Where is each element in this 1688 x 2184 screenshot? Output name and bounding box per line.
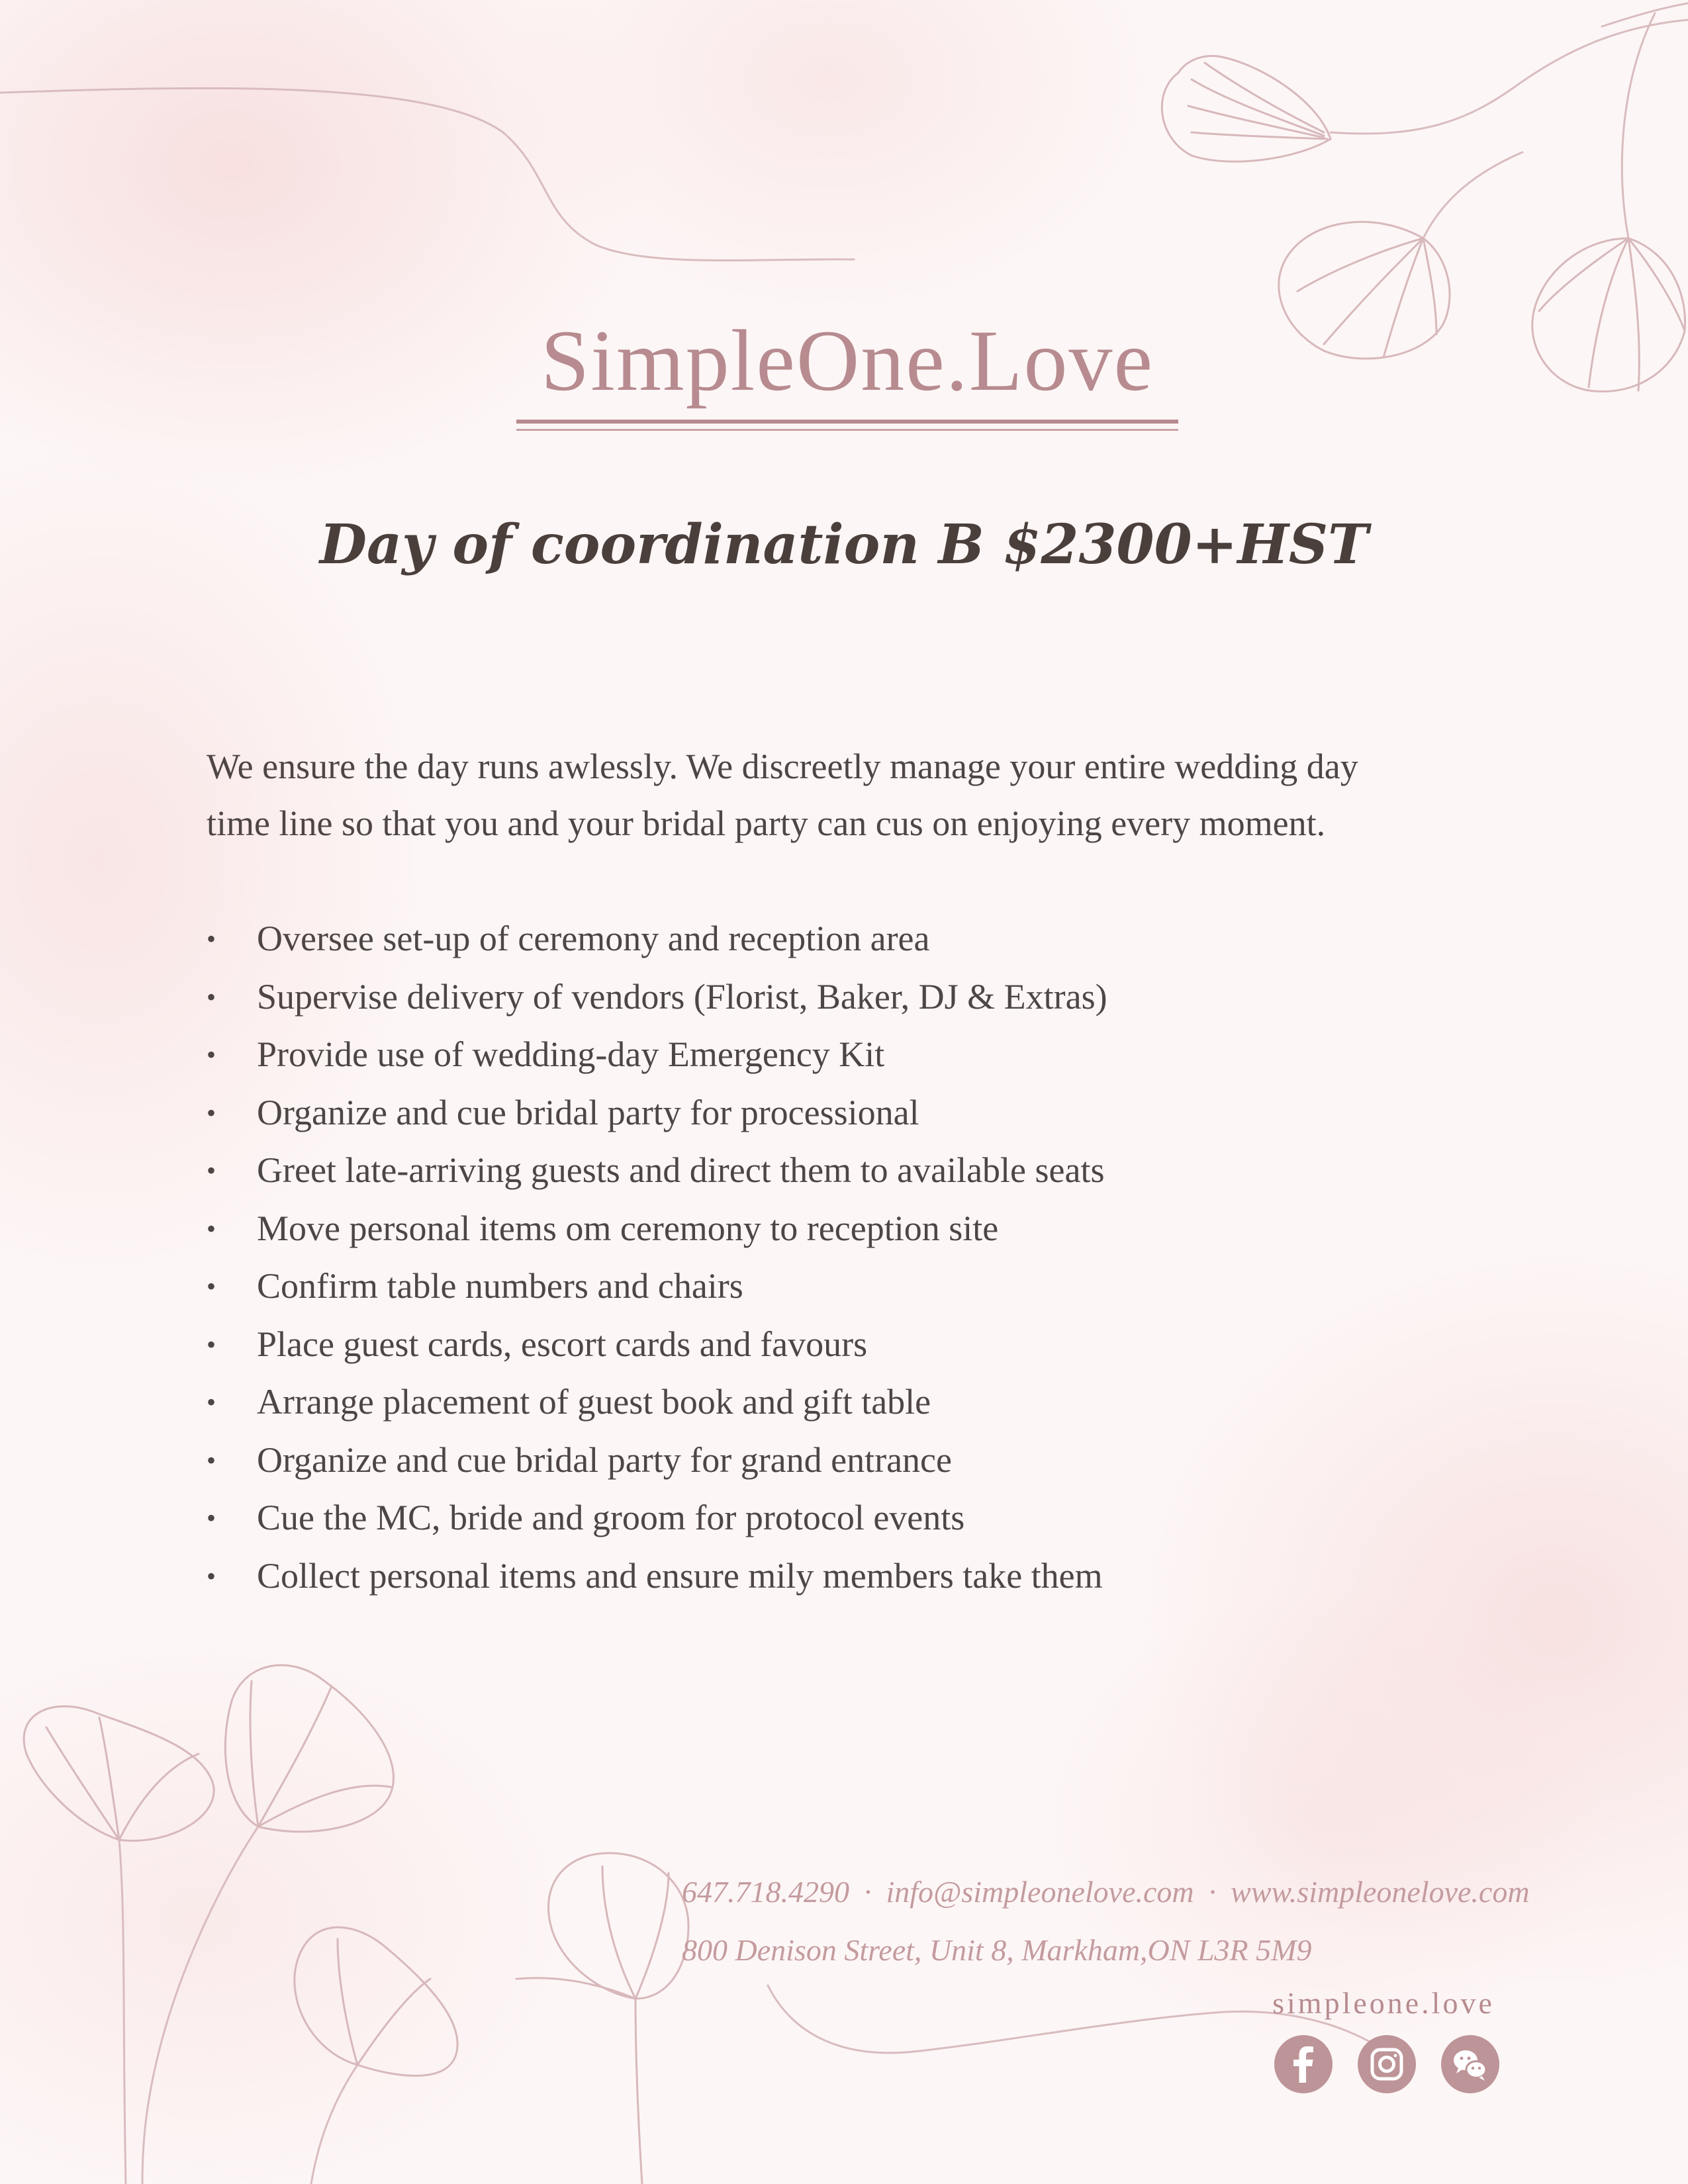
contact-line: [682, 1863, 1642, 1921]
list-item: • Confirm table numbers and chairs: [207, 1257, 1464, 1316]
list-item: • Move personal items om ceremony to reception site: [207, 1200, 1464, 1258]
website-link[interactable]: www.simpleonelove.com: [1231, 1875, 1530, 1909]
flower-bottom-1: [24, 1706, 214, 1841]
bullet: •: [207, 924, 216, 954]
list-item: • Collect personal items and ensure mily members take them: [207, 1547, 1464, 1606]
bullet: •: [207, 981, 216, 1012]
logo-underline-thin: [516, 429, 1178, 431]
separator: ·: [864, 1875, 872, 1909]
bullet: •: [207, 1097, 216, 1128]
intro-line: We ensure the day runs awlessly. We discreetly manage your entire wedding day: [207, 747, 1358, 786]
list-item: • Oversee set-up of ceremony and reception area: [207, 910, 1464, 968]
bullet: •: [207, 1213, 216, 1244]
list-item: • Greet late-arriving guests and direct them to available seats: [207, 1142, 1464, 1200]
bullet: •: [207, 1503, 216, 1533]
phone-number[interactable]: 647.718.4290: [682, 1875, 849, 1909]
wechat-icon[interactable]: [1441, 2035, 1499, 2093]
brand-logo: [503, 311, 1192, 431]
bullet: •: [207, 1387, 216, 1417]
email-link[interactable]: info@simpleonelove.com: [886, 1875, 1194, 1909]
social-icons: [1274, 2035, 1499, 2095]
bullet: •: [207, 1329, 216, 1359]
list-item: • Provide use of wedding-day Emergency Kit: [207, 1026, 1464, 1084]
logo-underline: [516, 420, 1178, 424]
bullet: •: [207, 1445, 216, 1475]
bullet: •: [207, 1271, 216, 1301]
list-item: • Cue the MC, bride and groom for protocol events: [207, 1489, 1464, 1547]
flower-top-3: [1532, 238, 1685, 392]
list-item: • Place guest cards, escort cards and favours: [207, 1316, 1464, 1374]
bullet: •: [207, 1040, 216, 1069]
contact-block: [682, 1863, 1642, 1979]
address: 800 Denison Street, Unit 8, Markham,ON L3R 5M9: [682, 1933, 1312, 1967]
flower-bottom-2: [225, 1665, 393, 1832]
separator: ·: [1208, 1875, 1217, 1909]
flower-top-1: [1162, 56, 1331, 162]
page-title: Day of coordination B $2300+HST: [319, 513, 1369, 576]
bullet: •: [207, 1561, 216, 1591]
social-handle: simpleone.love: [1272, 1986, 1495, 2020]
list-item: • Organize and cue bridal party for processional: [207, 1084, 1464, 1142]
services-list: [207, 910, 1464, 1605]
logo-text: SimpleOne.Love: [540, 312, 1154, 409]
list-item: • Supervise delivery of vendors (Florist, Baker, DJ & Extras): [207, 968, 1464, 1026]
list-item: • Organize and cue bridal party for grand entrance: [207, 1432, 1464, 1490]
list-item: • Arrange placement of guest book and gift table: [207, 1373, 1464, 1432]
intro-line: time line so that you and your bridal party can cus on enjoying every moment.: [207, 803, 1326, 843]
flower-bottom-middle: [516, 1853, 688, 2184]
flower-bottom-3: [295, 1927, 457, 2075]
facebook-icon[interactable]: [1274, 2035, 1333, 2093]
instagram-icon[interactable]: [1358, 2035, 1416, 2093]
flower-top-2: [1279, 222, 1450, 359]
intro-paragraph: [207, 738, 1530, 852]
bullet: •: [207, 1156, 216, 1185]
